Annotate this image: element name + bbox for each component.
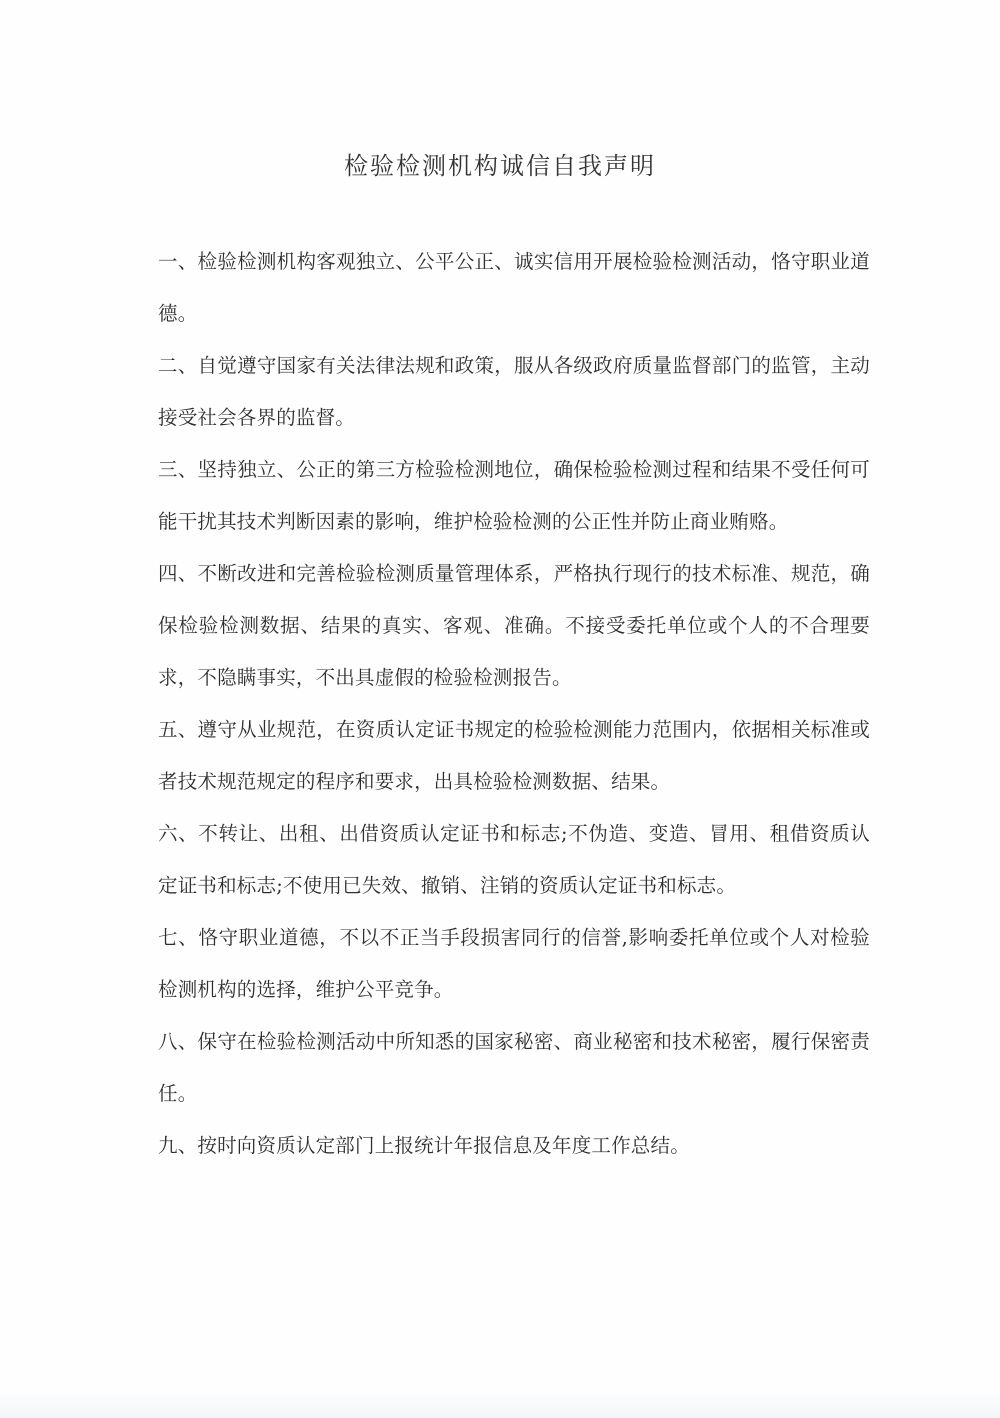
clause-1: 一、检验检测机构客观独立、公平公正、诚实信用开展检验检测活动，恪守职业道德。 (158, 250, 870, 325)
clause-2: 二、自觉遵守国家有关法律法规和政策，服从各级政府质量监督部门的监管，主动接受社会各界的监督。 (158, 354, 870, 429)
declaration-body (158, 236, 870, 1172)
clause-7: 七、恪守职业道德，不以不正当手段损害同行的信誉,影响委托单位或个人对检验检测机构的选择，维护公平竞争。 (158, 926, 870, 1001)
scan-edge-shading (0, 1396, 1000, 1418)
clause-3: 三、坚持独立、公正的第三方检验检测地位，确保检验检测过程和结果不受任何可能干扰其技术判断因素的影响，维护检验检测的公正性并防止商业贿赂。 (158, 458, 870, 533)
document-title: 检验检测机构诚信自我声明 (344, 152, 656, 181)
clause-5: 五、遵守从业规范，在资质认定证书规定的检验检测能力范围内，依据相关标准或者技术规范规定的程序和要求，出具检验检测数据、结果。 (158, 718, 870, 793)
clause-6: 六、不转让、出租、出借资质认定证书和标志;不伪造、变造、冒用、租借资质认定证书和标志;不使用已失效、撤销、注销的资质认定证书和标志。 (158, 822, 870, 897)
clause-8: 八、保守在检验检测活动中所知悉的国家秘密、商业秘密和技术秘密，履行保密责任。 (158, 1030, 870, 1105)
clause-4: 四、不断改进和完善检验检测质量管理体系，严格执行现行的技术标准、规范，确保检验检测数据、结果的真实、客观、准确。不接受委托单位或个人的不合理要求，不隐瞒事实，不出具虚假的检验检测报告。 (158, 562, 870, 689)
clause-9: 九、按时向资质认定部门上报统计年报信息及年度工作总结。 (158, 1134, 690, 1157)
